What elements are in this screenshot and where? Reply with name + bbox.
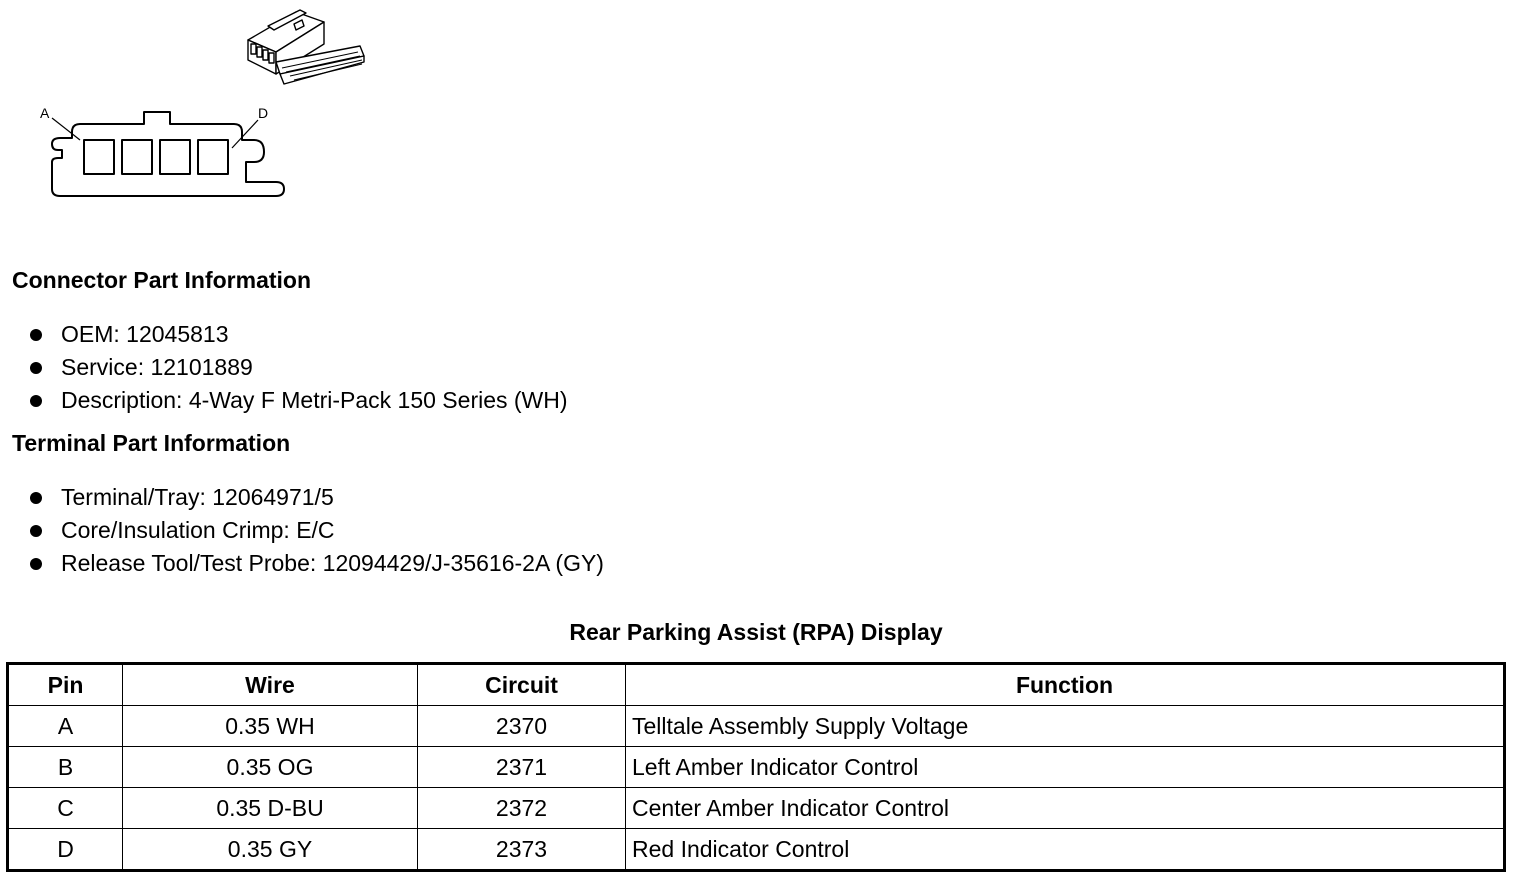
table-row (8, 706, 1505, 747)
wire-cell: 0.35 OG (123, 747, 418, 788)
terminal-part-info-list (28, 481, 604, 580)
wire-cell: 0.35 GY (123, 829, 418, 871)
connector-face-view-diagram (36, 100, 292, 204)
connector-description-text: Description: 4-Way F Metri-Pack 150 Series (WH) (61, 387, 568, 413)
table-row (8, 747, 1505, 788)
bullet-icon (30, 362, 42, 374)
bullet-icon (30, 492, 42, 504)
bullet-icon (30, 525, 42, 537)
release-tool-text: Release Tool/Test Probe: 12094429/J-35616-2A (GY) (61, 550, 604, 576)
pin-cell: C (8, 788, 123, 829)
connector-oem-text: OEM: 12045813 (61, 321, 229, 347)
pinout-table (6, 662, 1506, 872)
pin-column-header: Pin (8, 664, 123, 706)
wire-cell: 0.35 D-BU (123, 788, 418, 829)
circuit-cell: 2371 (418, 747, 626, 788)
crimp-text: Core/Insulation Crimp: E/C (61, 517, 335, 543)
pin-cell: A (8, 706, 123, 747)
function-cell: Left Amber Indicator Control (626, 747, 1505, 788)
circuit-cell: 2372 (418, 788, 626, 829)
list-item (28, 514, 604, 547)
pin-cell: B (8, 747, 123, 788)
function-cell: Center Amber Indicator Control (626, 788, 1505, 829)
list-item (28, 547, 604, 580)
list-item (28, 318, 568, 351)
table-row (8, 788, 1505, 829)
table-row (8, 829, 1505, 871)
bullet-icon (30, 558, 42, 570)
pin-d-callout: D (258, 105, 269, 121)
pin-a-callout: A (40, 105, 50, 121)
connector-service-text: Service: 12101889 (61, 354, 253, 380)
wire-column-header: Wire (123, 664, 418, 706)
list-item (28, 481, 604, 514)
function-column-header: Function (626, 664, 1505, 706)
terminal-tray-text: Terminal/Tray: 12064971/5 (61, 484, 334, 510)
bullet-icon (30, 329, 42, 341)
pin-cell: D (8, 829, 123, 871)
terminal-part-info-heading: Terminal Part Information (12, 430, 291, 456)
connector-isometric-illustration (244, 4, 368, 90)
connector-part-info-list (28, 318, 568, 417)
circuit-cell: 2373 (418, 829, 626, 871)
function-cell: Telltale Assembly Supply Voltage (626, 706, 1505, 747)
pinout-table-title: Rear Parking Assist (RPA) Display (569, 619, 943, 645)
wire-cell: 0.35 WH (123, 706, 418, 747)
circuit-cell: 2370 (418, 706, 626, 747)
circuit-column-header: Circuit (418, 664, 626, 706)
list-item (28, 351, 568, 384)
bullet-icon (30, 395, 42, 407)
table-header-row (8, 664, 1505, 706)
list-item (28, 384, 568, 417)
function-cell: Red Indicator Control (626, 829, 1505, 871)
connector-part-info-heading: Connector Part Information (12, 267, 312, 293)
